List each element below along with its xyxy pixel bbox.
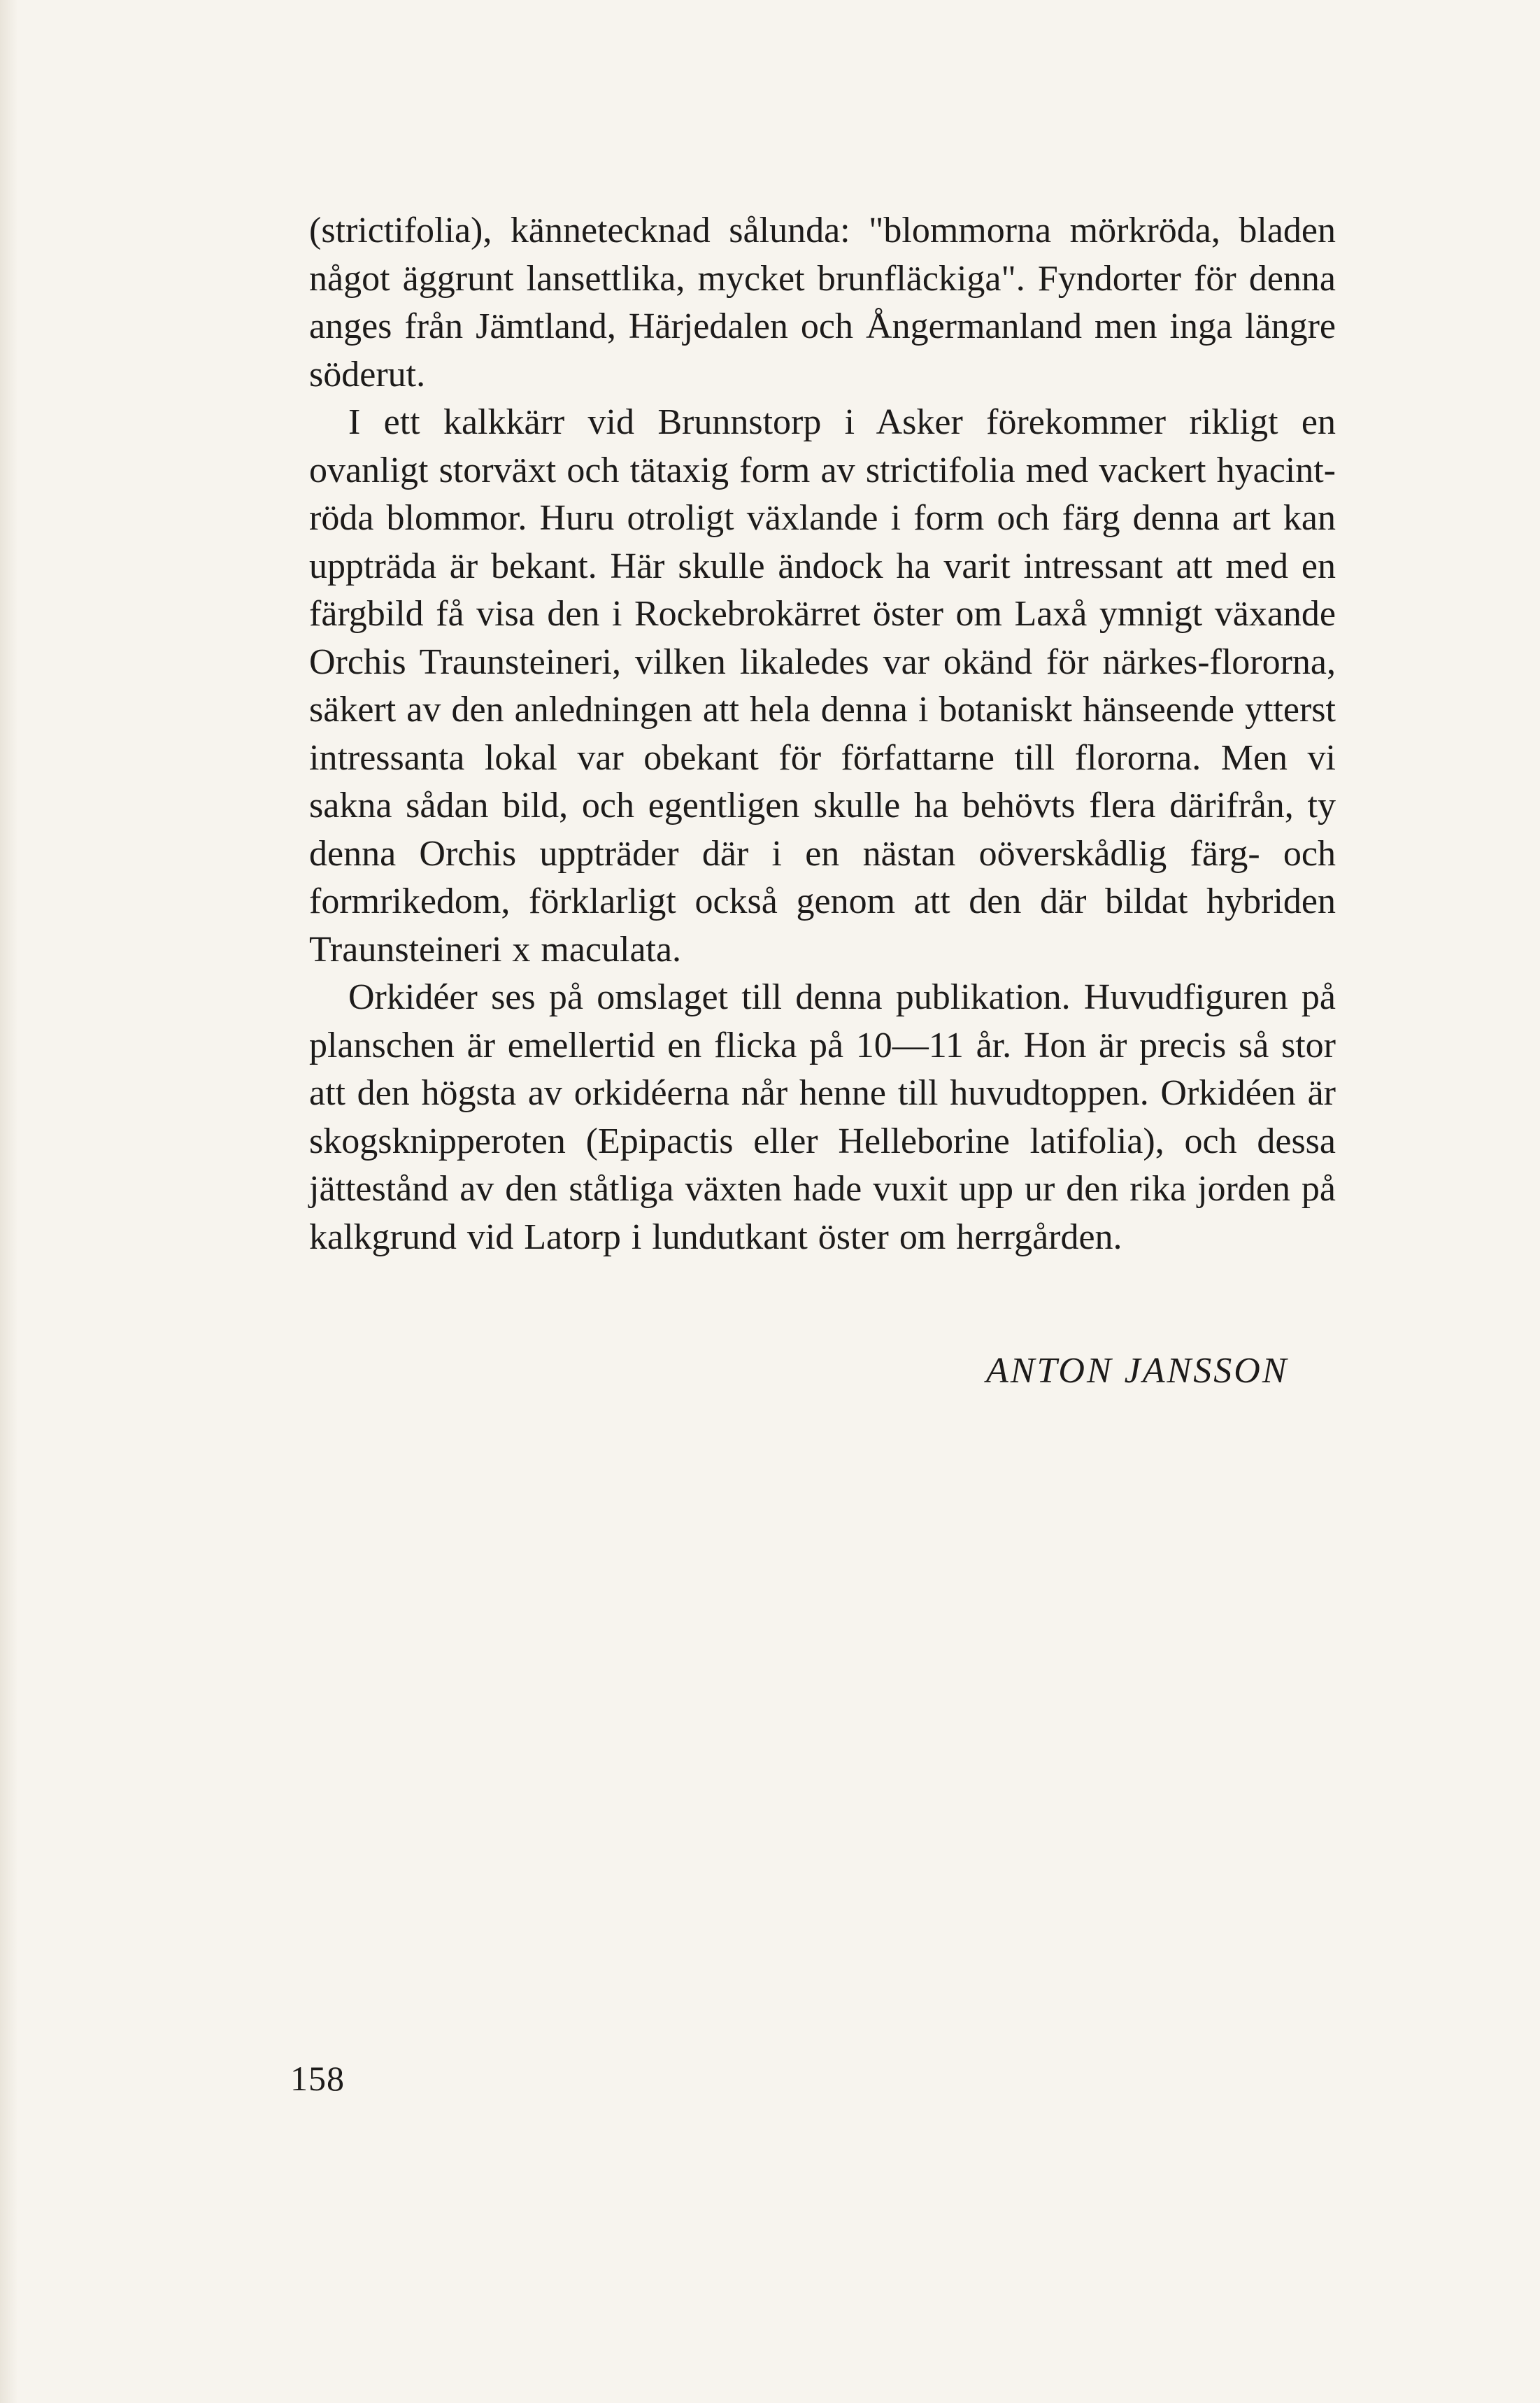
paragraph-1: (strictifolia), kännetecknad sålunda: "blommorna mörkröda, bladen något äggrunt lansettlika, mycket brunfläckiga". Fyndorter för denna anges från Jämtland, Härjedalen och Ångermanland men inga längre söderut. [309,211,1336,395]
author-signature: ANTON JANSSON [986,1351,1289,1391]
text-block [309,207,1336,1261]
page-number: 158 [290,2059,345,2098]
page-edge-shadow [0,0,18,2403]
paragraph-3: Orkidéer ses på omslaget till denna publikation. Huvudfiguren på planschen är emellertid en flicka på 10—11 år. Hon är precis så stor att den högsta av orkidéerna når henne till huvudtoppen. Orkidéen är skogsknipperoten (Epipactis eller Helleborine latifolia), och dessa jättestånd av den ståtliga växten hade vuxit upp ur den rika jorden på kalkgrund vid Latorp i lundutkant öster om herrgården. [309,977,1336,1257]
paragraph-2: I ett kalkkärr vid Brunnstorp i Asker förekommer rikligt en ovanligt storväxt och tätaxig form av strictifolia med vackert hyacint-röda blommor. Huru otroligt växlande i form och färg denna art kan uppträda är bekant. Här skulle ändock ha varit intressant att med en färgbild få visa den i Rockebrokärret öster om Laxå ymnigt växande Orchis Traunsteineri, vilken likaledes var okänd för närkes-flororna, säkert av den anledningen att hela denna i botaniskt hänseende ytterst intressanta lokal var obekant för författarne till flororna. Men vi sakna sådan bild, och egentligen skulle ha behövts flera därifrån, ty denna Orchis uppträder där i en nästan oöverskådlig färg- och formrikedom, förklarligt också genom att den där bildat hybriden Traunsteineri x maculata. [309,402,1336,970]
